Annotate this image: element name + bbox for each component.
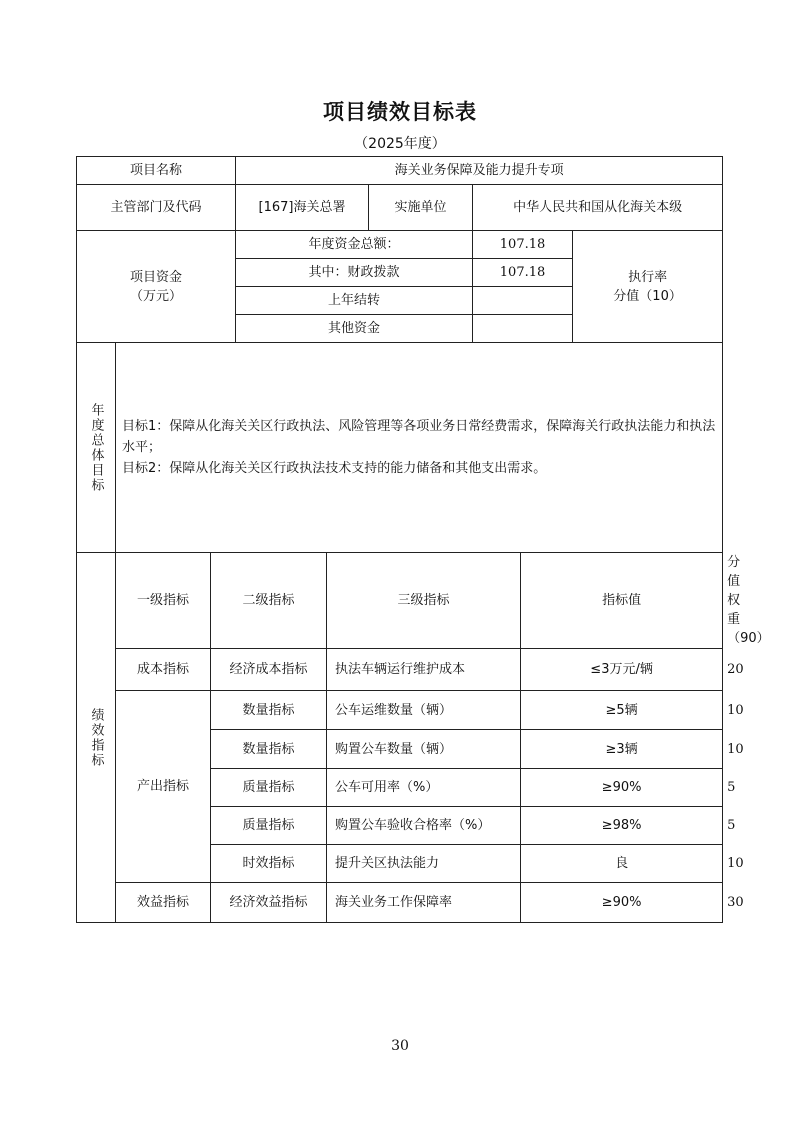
indicator-level3: 公车可用率（%） — [327, 769, 521, 807]
indicator-level2: 经济成本指标 — [211, 649, 327, 691]
indicator-level3: 购置公车数量（辆） — [327, 730, 521, 769]
implementing-unit-label: 实施单位 — [369, 185, 473, 231]
indicator-level3: 公车运维数量（辆） — [327, 691, 521, 730]
funds-label-line1: 项目资金 — [130, 269, 183, 285]
indicators-header-row: 绩效指标 一级指标 二级指标 三级指标 指标值 分值权重 （90） — [77, 553, 723, 649]
goal-item: 目标1：保障从化海关关区行政执法、风险管理等各项业务日常经费需求，保障海关行政执法能力和执法水平； — [122, 419, 716, 455]
execution-rate-cell — [573, 231, 723, 343]
project-name-row — [77, 157, 723, 185]
funds-item-value: 107.18 — [473, 259, 573, 287]
indicator-level2: 数量指标 — [211, 730, 327, 769]
indicator-level2: 时效指标 — [211, 845, 327, 883]
indicator-value: 良 — [521, 845, 723, 883]
funds-item-label: 其中：财政拨款 — [236, 259, 473, 287]
funds-item-value — [473, 315, 573, 343]
level2-header: 二级指标 — [211, 553, 327, 649]
indicator-value: ≥90% — [521, 769, 723, 807]
department-value: [167]海关总署 — [236, 185, 369, 231]
execution-rate-score: 分值（10） — [613, 288, 682, 304]
department-row — [77, 185, 723, 231]
funds-item-label: 其他资金 — [236, 315, 473, 343]
indicator-row: 质量指标 购置公车验收合格率（%） ≥98% 5 — [77, 807, 723, 845]
indicator-level2: 经济效益指标 — [211, 883, 327, 923]
indicator-level2: 质量指标 — [211, 769, 327, 807]
funds-row — [77, 231, 723, 259]
indicator-row: 产出指标 数量指标 公车运维数量（辆） ≥5辆 10 — [77, 691, 723, 730]
indicator-value: ≤3万元/辆 — [521, 649, 723, 691]
performance-target-table — [76, 156, 770, 923]
implementing-unit-value: 中华人民共和国从化海关本级 — [473, 185, 723, 231]
annual-goals-row — [77, 343, 723, 553]
document-subtitle: （2025年度） — [354, 136, 446, 152]
department-label: 主管部门及代码 — [77, 185, 236, 231]
indicator-row: 时效指标 提升关区执法能力 良 10 — [77, 845, 723, 883]
indicator-level3: 海关业务工作保障率 — [327, 883, 521, 923]
annual-goals-label: 年度总体目标 — [77, 343, 116, 553]
execution-rate-label: 执行率 — [628, 269, 668, 285]
indicator-level3: 提升关区执法能力 — [327, 845, 521, 883]
funds-label-line2: （万元） — [130, 288, 183, 304]
benefit-indicator-group: 效益指标 — [116, 883, 211, 923]
indicator-value: ≥90% — [521, 883, 723, 923]
page-number: 30 — [391, 1038, 409, 1054]
funds-item-value: 107.18 — [473, 231, 573, 259]
funds-item-label: 上年结转 — [236, 287, 473, 315]
level1-header — [116, 553, 211, 649]
indicator-value: ≥98% — [521, 807, 723, 845]
annual-goals-content — [116, 343, 723, 553]
goal-item: 目标2：保障从化海关关区行政执法技术支持的能力储备和其他支出需求。 — [122, 461, 547, 476]
project-name-label: 项目名称 — [77, 157, 236, 185]
indicator-row: 质量指标 公车可用率（%） ≥90% 5 — [77, 769, 723, 807]
indicator-level3: 购置公车验收合格率（%） — [327, 807, 521, 845]
indicator-value-header: 指标值 — [521, 553, 723, 649]
level1-header-text: 一级指标 — [136, 593, 189, 608]
indicator-row: 数量指标 购置公车数量（辆） ≥3辆 10 — [77, 730, 723, 769]
indicator-level2: 数量指标 — [211, 691, 327, 730]
funds-item-label: 年度资金总额： — [236, 231, 473, 259]
funds-label — [77, 231, 236, 343]
indicator-level3: 执法车辆运行维护成本 — [327, 649, 521, 691]
project-name-value: 海关业务保障及能力提升专项 — [236, 157, 723, 185]
output-indicator-group: 产出指标 — [116, 691, 211, 883]
indicators-section-label: 绩效指标 — [77, 553, 116, 923]
cost-indicator-group: 成本指标 — [116, 649, 211, 691]
funds-item-value — [473, 287, 573, 315]
indicator-row: 效益指标 经济效益指标 海关业务工作保障率 ≥90% 30 — [77, 883, 723, 923]
indicator-level2: 质量指标 — [211, 807, 327, 845]
level3-header: 三级指标 — [327, 553, 521, 649]
indicator-row: 成本指标 经济成本指标 执法车辆运行维护成本 ≤3万元/辆 20 — [77, 649, 723, 691]
indicator-value: ≥5辆 — [521, 691, 723, 730]
indicator-value: ≥3辆 — [521, 730, 723, 769]
document-title: 项目绩效目标表 — [323, 100, 477, 124]
